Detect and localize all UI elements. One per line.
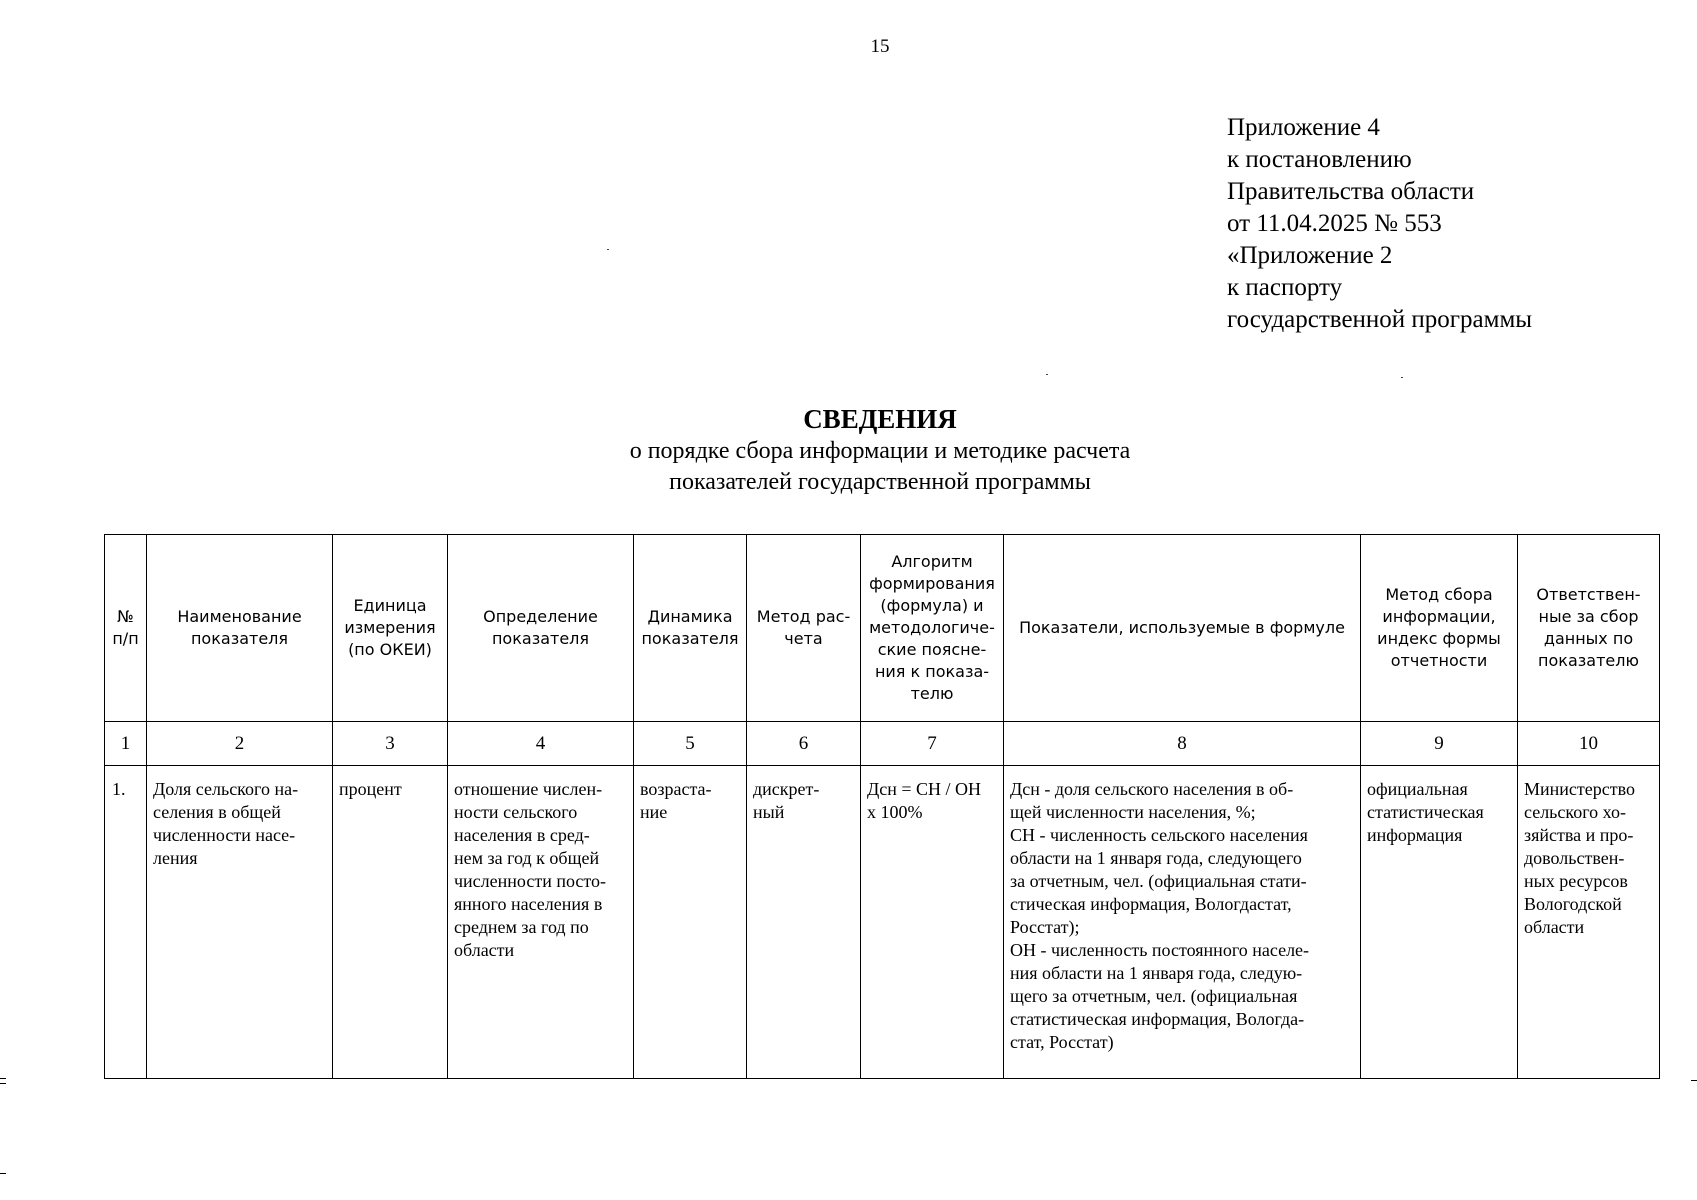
scan-speck <box>1401 377 1403 378</box>
cell-line: дискрет- <box>753 779 820 799</box>
cell-line: ние <box>640 802 668 822</box>
column-header-line: телю <box>910 684 954 703</box>
column-header-line: данных по <box>1543 629 1634 648</box>
cell-line: довольствен- <box>1524 848 1625 868</box>
cell-line: ления <box>153 848 198 868</box>
cell-line: среднем за год по <box>454 917 589 937</box>
column-number-cell: 5 <box>634 722 747 766</box>
cell-line: стическая информация, Вологдастат, <box>1010 894 1292 914</box>
scan-mark <box>1691 1080 1697 1081</box>
column-number-cell: 4 <box>448 722 634 766</box>
cell-line: за отчетным, чел. (официальная стати- <box>1010 871 1307 891</box>
cell-line: официальная <box>1367 779 1468 799</box>
column-header-line: Алгоритм <box>891 552 973 571</box>
scan-mark <box>0 1078 6 1079</box>
column-header-line: (по ОКЕИ) <box>348 640 432 659</box>
annex-line: к постановлению <box>1227 146 1412 173</box>
page-number: 15 <box>870 36 890 57</box>
cell-line: х 100% <box>867 802 923 822</box>
column-header <box>1361 535 1518 722</box>
column-number-cell: 3 <box>333 722 448 766</box>
column-header-line: ные за сбор <box>1538 607 1639 626</box>
cell-line: нем за год к общей <box>454 848 600 868</box>
column-number-cell: 6 <box>747 722 861 766</box>
column-number-cell: 7 <box>861 722 1004 766</box>
cell-line: области <box>1524 917 1585 937</box>
cell-line: сельского хо- <box>1524 802 1626 822</box>
scan-speck <box>1046 374 1048 375</box>
document-title: СВЕДЕНИЯ <box>803 404 957 434</box>
column-header-line: Определение <box>483 607 598 626</box>
column-header-line: показателя <box>641 629 739 648</box>
column-number-cell: 9 <box>1361 722 1518 766</box>
column-header-line: Наименование <box>177 607 302 626</box>
scan-mark <box>0 1083 6 1084</box>
column-header-line: № <box>117 607 134 626</box>
column-header-line: информации, <box>1382 607 1496 626</box>
cell-line: СН - численность сельского населения <box>1010 825 1308 845</box>
table-cell <box>1518 766 1660 1079</box>
annex-line: от 11.04.2025 № 553 <box>1227 210 1442 237</box>
column-header-line: показателя <box>491 629 590 648</box>
cell-line: области <box>454 940 515 960</box>
cell-line: возраста- <box>640 779 712 799</box>
table-header-row <box>105 535 1660 722</box>
table-cell <box>861 766 1004 1079</box>
cell-line: отношение числен- <box>454 779 603 799</box>
cell-line: щей численности населения, %; <box>1010 802 1256 822</box>
cell-line: численности насе- <box>153 825 296 845</box>
cell-line: селения в общей <box>153 802 281 822</box>
cell-line: статистическая <box>1367 802 1484 822</box>
cell-line: области на 1 января года, следующего <box>1010 848 1302 868</box>
annex-line: Правительства области <box>1227 178 1475 205</box>
column-header-line: отчетности <box>1390 651 1488 670</box>
cell-line: ОН - численность постоянного населе- <box>1010 940 1310 960</box>
column-header <box>105 535 147 722</box>
cell-line: Росстат); <box>1010 917 1080 937</box>
scan-mark <box>0 1173 6 1174</box>
column-header-line: индекс формы <box>1377 629 1501 648</box>
column-header-line: Метод рас- <box>756 607 851 626</box>
column-header-line: ния к показа- <box>874 662 990 681</box>
column-header-line: Показатели, используемые в формуле <box>1019 618 1345 637</box>
document-title-block <box>580 402 1180 498</box>
column-header-line: Динамика <box>647 607 733 626</box>
cell-line: янного населения в <box>454 894 603 914</box>
column-header-line: Ответствен- <box>1536 585 1641 604</box>
table-cell <box>333 766 448 1079</box>
column-header-line: Единица <box>353 596 427 615</box>
column-number-cell: 2 <box>147 722 333 766</box>
cell-line: Дсн - доля сельского населения в об- <box>1010 779 1294 799</box>
table-cell <box>747 766 861 1079</box>
column-header-line: чета <box>784 629 823 648</box>
cell-line: 1. <box>112 779 126 799</box>
row-index-cell <box>105 766 147 1079</box>
column-header <box>861 535 1004 722</box>
column-header-line: Метод сбора <box>1385 585 1493 604</box>
column-number-cell: 8 <box>1004 722 1361 766</box>
annex-line: Приложение 4 <box>1227 114 1380 141</box>
cell-line: ных ресурсов <box>1524 871 1628 891</box>
cell-line: численности посто- <box>454 871 607 891</box>
cell-line: населения в сред- <box>454 825 590 845</box>
column-header <box>333 535 448 722</box>
cell-line: Вологодской <box>1524 894 1622 914</box>
annex-line: «Приложение 2 <box>1227 242 1393 269</box>
column-header-line: методологиче- <box>869 618 995 637</box>
scan-speck <box>607 249 609 250</box>
annex-block <box>1227 112 1532 336</box>
table-cell <box>1361 766 1518 1079</box>
column-header <box>1004 535 1361 722</box>
column-number-cell: 1 <box>105 722 147 766</box>
column-header <box>1518 535 1660 722</box>
column-header-line: ские поясне- <box>877 640 987 659</box>
column-header-line: показателю <box>1538 651 1639 670</box>
cell-line: ния области на 1 января года, следую- <box>1010 963 1303 983</box>
cell-line: Дсн = СН / ОН <box>867 779 982 799</box>
cell-line: Доля сельского на- <box>153 779 299 799</box>
table-cell <box>634 766 747 1079</box>
table-cell <box>448 766 634 1079</box>
table-row <box>105 766 1660 1079</box>
cell-line: ный <box>753 802 785 822</box>
table-cell <box>1004 766 1361 1079</box>
column-number-cell: 10 <box>1518 722 1660 766</box>
table-cell <box>147 766 333 1079</box>
column-number-row <box>105 722 1660 766</box>
cell-line: процент <box>339 779 402 799</box>
cell-line: Министерство <box>1524 779 1635 799</box>
annex-line: к паспорту <box>1227 274 1343 301</box>
cell-line: зяйства и про- <box>1524 825 1634 845</box>
column-header-line: измерения <box>344 618 436 637</box>
column-header <box>147 535 333 722</box>
cell-line: статистическая информация, Вологда- <box>1010 1009 1305 1029</box>
column-header-line: показателя <box>190 629 289 648</box>
indicators-table <box>104 534 1660 1079</box>
document-subtitle-line: показателей государственной программы <box>669 469 1091 495</box>
column-header-line: п/п <box>112 629 139 648</box>
cell-line: информация <box>1367 825 1463 845</box>
column-header-line: формирования <box>869 574 995 593</box>
column-header <box>634 535 747 722</box>
column-header <box>747 535 861 722</box>
column-header <box>448 535 634 722</box>
cell-line: стат, Росстат) <box>1010 1032 1114 1052</box>
cell-line: ности сельского <box>454 802 578 822</box>
document-subtitle-line: о порядке сбора информации и методике расчета <box>629 438 1131 464</box>
cell-line: щего за отчетным, чел. (официальная <box>1010 986 1298 1006</box>
column-header-line: (формула) и <box>880 596 984 615</box>
annex-line: государственной программы <box>1227 306 1533 333</box>
